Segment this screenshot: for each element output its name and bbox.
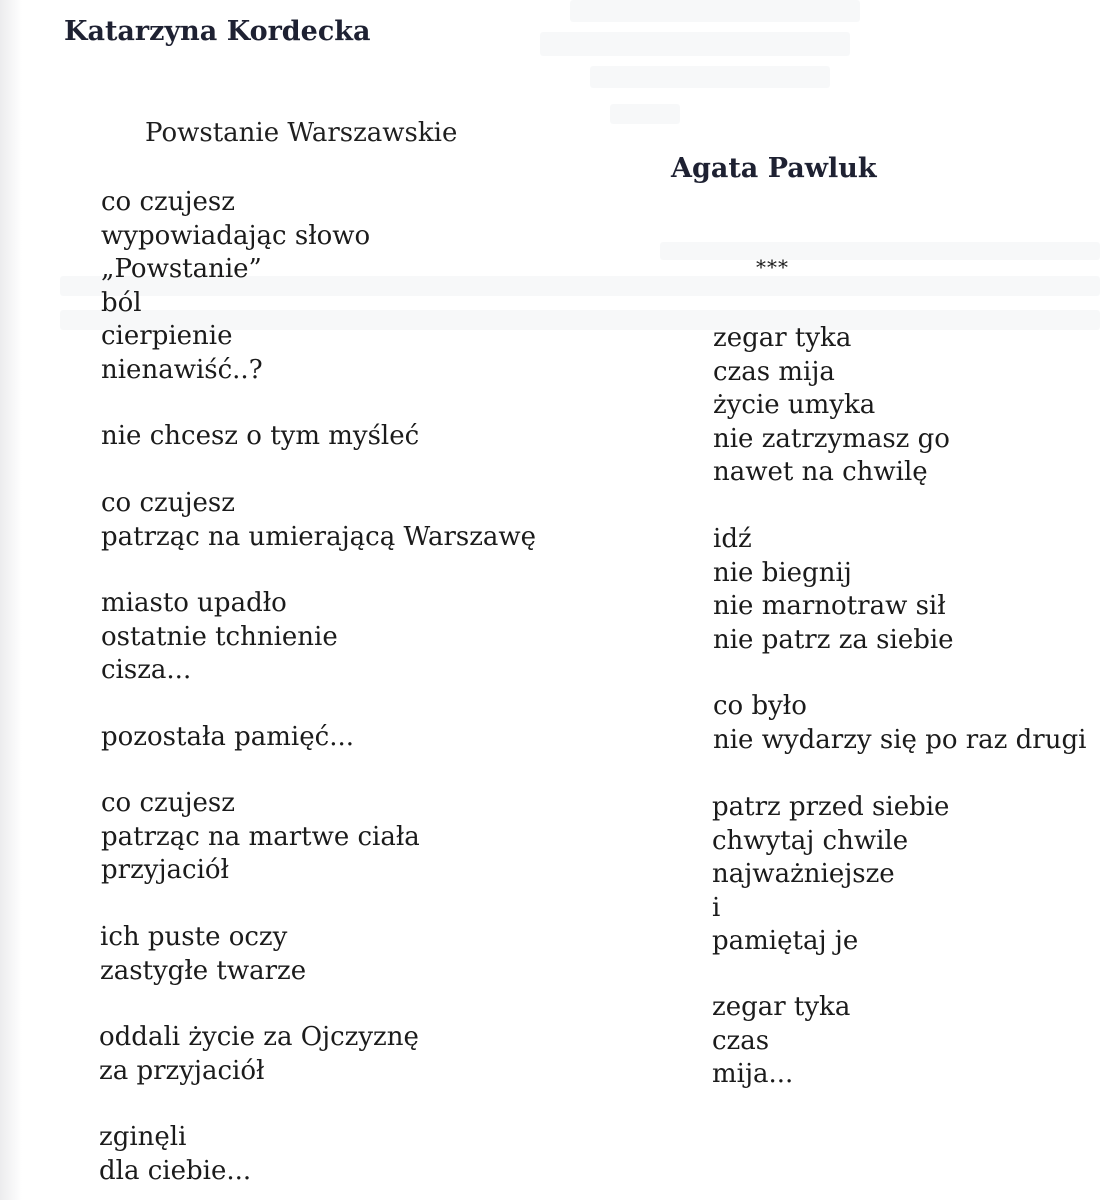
poem-line: oddali życie za Ojczyznę (99, 1022, 419, 1052)
poem-line: nienawiść..? (101, 354, 263, 385)
poem-line: nie biegnij (713, 557, 852, 588)
poem-line: pamiętaj je (712, 926, 859, 956)
right-stanza-5 (712, 991, 850, 1092)
poem-line: ostatnie tchnienie (101, 621, 338, 652)
right-author-name: Agata Pawluk (671, 153, 877, 184)
left-poem-title: Powstanie Warszawskie (145, 118, 458, 148)
left-stanza-6 (101, 787, 420, 888)
page-edge-shadow (0, 0, 22, 1200)
left-stanza-9 (99, 1121, 251, 1188)
poem-line: patrząc na umierającą Warszawę (101, 521, 537, 552)
bleed-mark (540, 32, 850, 56)
poem-line: pozostała pamięć... (101, 722, 354, 752)
poem-line: nie patrz za siebie (713, 624, 954, 655)
poem-line: życie umyka (713, 390, 876, 420)
poem-line: nie zatrzymasz go (713, 423, 950, 454)
poem-line: „Powstanie” (101, 254, 262, 284)
poem-line: nie marnotraw sił (713, 591, 946, 621)
bleed-mark (610, 104, 680, 124)
poem-line: i (712, 892, 721, 923)
left-stanza-7 (100, 921, 306, 988)
bleed-mark (590, 66, 830, 88)
poem-line: co czujesz (101, 788, 235, 818)
right-stanza-2 (713, 523, 954, 657)
poem-line: dla ciebie... (99, 1155, 252, 1186)
poem-line: zegar tyka (713, 323, 852, 353)
poem-line: nie wydarzy się po raz drugi (713, 724, 1087, 755)
poem-line: za przyjaciół (99, 1055, 265, 1086)
poem-line: co czujesz (101, 187, 235, 217)
poem-line: cisza... (101, 655, 192, 685)
poem-line: ich puste oczy (100, 922, 288, 952)
bleed-mark (660, 242, 1100, 260)
poem-line: czas mija (713, 356, 835, 387)
left-stanza-8 (99, 1021, 419, 1088)
poem-line: zegar tyka (712, 992, 851, 1022)
left-author-name: Katarzyna Kordecka (64, 16, 371, 47)
poem-line: najważniejsze (712, 859, 895, 889)
poem-line: czas (712, 1025, 770, 1056)
poem-line: patrząc na martwe ciała (101, 821, 420, 852)
poem-line: ból (101, 287, 142, 318)
poem-line: patrz przed siebie (712, 792, 950, 822)
right-stanza-3 (713, 690, 1086, 757)
poem-line: zastygłe twarze (100, 955, 307, 986)
poem-line: przyjaciół (101, 855, 229, 885)
poem-line: zginęli (99, 1122, 187, 1152)
left-stanza-3 (101, 487, 536, 554)
poem-line: miasto upadło (101, 588, 287, 618)
right-poem-title: *** (756, 255, 789, 279)
left-stanza-1 (101, 186, 370, 387)
poem-line: chwytaj chwile (712, 825, 909, 856)
right-stanza-4 (712, 791, 949, 959)
poem-line: mija... (712, 1059, 794, 1089)
bleed-mark (570, 0, 860, 22)
poem-line: wypowiadając słowo (101, 220, 371, 251)
left-stanza-2 (101, 420, 419, 454)
poem-line: co czujesz (101, 488, 235, 518)
right-stanza-1 (713, 322, 950, 490)
left-stanza-5 (101, 721, 354, 755)
poem-line: nawet na chwilę (713, 457, 928, 487)
poem-line: nie chcesz o tym myśleć (101, 421, 420, 451)
left-stanza-4 (101, 587, 338, 688)
poem-line: idź (713, 524, 752, 554)
poem-line: co było (713, 691, 807, 721)
poem-line: cierpienie (101, 321, 233, 351)
